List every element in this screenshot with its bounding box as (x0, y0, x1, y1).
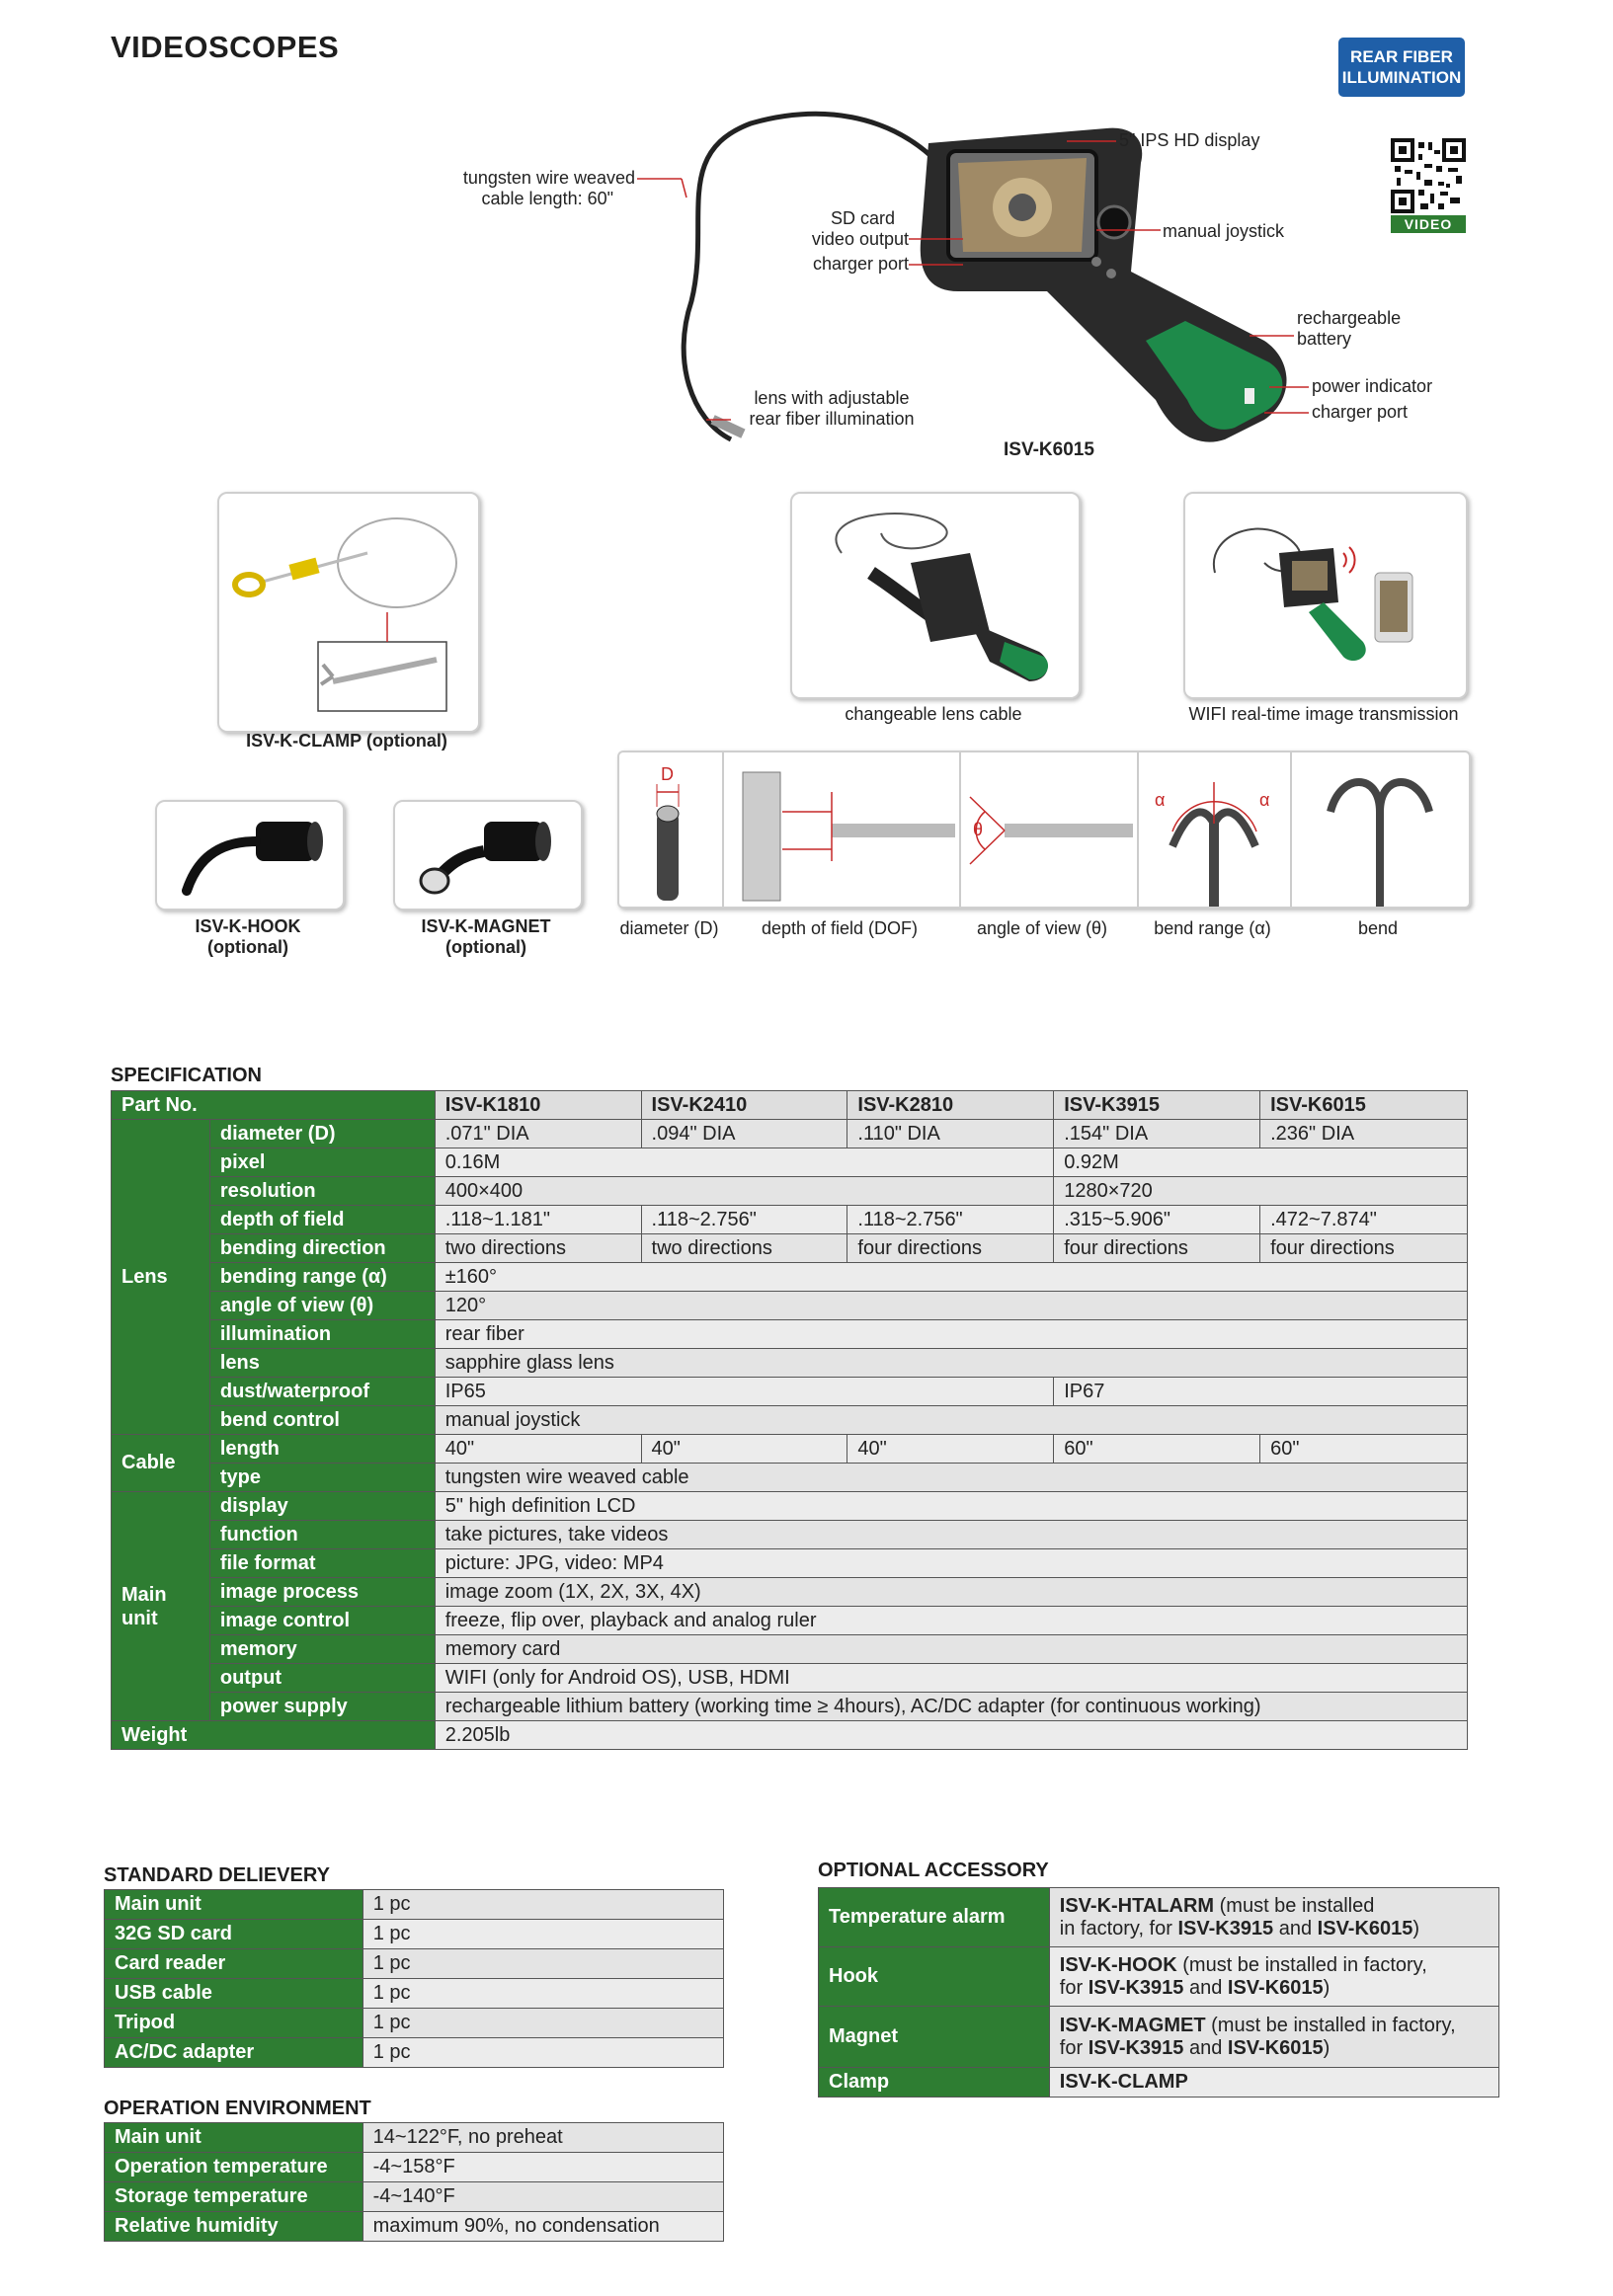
row-label: bend control (209, 1406, 435, 1435)
cell: 2.205lb (435, 1721, 1467, 1750)
delivery-qty: 1 pc (363, 2009, 723, 2038)
optional-detail (1049, 1947, 1498, 2007)
optional-note: and (1183, 1976, 1228, 1999)
group-lens: Lens (112, 1120, 210, 1435)
table-row (105, 2212, 724, 2242)
row-label: length (209, 1435, 435, 1464)
cell: .236" DIA (1260, 1120, 1468, 1148)
table-row (112, 1721, 1468, 1750)
optional-code: ISV-K-HTALARM (1059, 1894, 1215, 1917)
cell: 40" (435, 1435, 641, 1464)
row-label: image control (209, 1607, 435, 1635)
cell: two directions (641, 1234, 847, 1263)
row-label: resolution (209, 1177, 435, 1206)
optional-item: Magnet (819, 2007, 1050, 2068)
table-row (112, 1206, 1468, 1234)
table-row (112, 1378, 1468, 1406)
changeable-caption: changeable lens cable (845, 704, 1022, 724)
table-row (112, 1435, 1468, 1464)
optional-item: Hook (819, 1947, 1050, 2007)
model-header: ISV-K3915 (1054, 1091, 1260, 1120)
diagram-label-bend-range: bend range (α) (1154, 918, 1271, 938)
hook-caption-line-2: (optional) (207, 937, 288, 957)
row-label: output (209, 1664, 435, 1693)
optional-note: ) (1323, 2036, 1331, 2059)
cell: 1280×720 (1054, 1177, 1468, 1206)
cell: 60" (1054, 1435, 1260, 1464)
diagram-label-diameter: diameter (D) (619, 918, 719, 938)
optional-table (818, 1887, 1499, 2098)
ports-callout (711, 208, 909, 275)
delivery-qty: 1 pc (363, 1949, 723, 1979)
delivery-qty: 1 pc (363, 1979, 723, 2009)
hook-caption-line-1: ISV-K-HOOK (195, 916, 301, 936)
video-output-callout: video output (811, 229, 909, 249)
cable-callout-line-1: tungsten wire weaved (462, 168, 635, 188)
delivery-item: Tripod (105, 2009, 363, 2038)
cell: IP67 (1054, 1378, 1468, 1406)
row-label: bending direction (209, 1234, 435, 1263)
battery-callout-line-1: rechargeable (1297, 308, 1402, 328)
lens-callout (733, 388, 930, 430)
table-row (819, 1888, 1499, 1947)
cell: .472~7.874" (1260, 1206, 1468, 1234)
delivery-heading: STANDARD DELIEVERY (104, 1864, 330, 1886)
cell: image zoom (1X, 2X, 3X, 4X) (435, 1578, 1467, 1607)
diagram-label-angle: angle of view (θ) (976, 918, 1108, 938)
table-row (105, 2009, 724, 2038)
table-row (112, 1664, 1468, 1693)
optional-item: Clamp (819, 2068, 1050, 2098)
cell: four directions (1260, 1234, 1468, 1263)
cell: four directions (847, 1234, 1054, 1263)
cell: .118~2.756" (847, 1206, 1054, 1234)
row-label: type (209, 1464, 435, 1492)
env-item: Main unit (105, 2123, 363, 2153)
clamp-caption: ISV-K-CLAMP (optional) (246, 731, 447, 751)
row-label: power supply (209, 1693, 435, 1721)
magnet-caption (393, 916, 579, 958)
table-row (105, 2038, 724, 2068)
cell: tungsten wire weaved cable (435, 1464, 1467, 1492)
cell: 400×400 (435, 1177, 1054, 1206)
hook-caption (155, 916, 341, 958)
optional-note: and (1183, 2036, 1228, 2059)
badge-line-2: ILLUMINATION (1341, 68, 1462, 87)
joystick-callout: manual joystick (1163, 221, 1285, 241)
table-row (105, 1890, 724, 1920)
table-row (112, 1320, 1468, 1349)
cell: .118~1.181" (435, 1206, 641, 1234)
table-row (105, 2123, 724, 2153)
part-no-header: Part No. (112, 1091, 436, 1120)
group-cable: Cable (112, 1435, 210, 1492)
delivery-table (104, 1889, 724, 2068)
model-header: ISV-K2810 (847, 1091, 1054, 1120)
table-row (105, 1949, 724, 1979)
diameter-symbol: D (661, 764, 674, 784)
lens-callout-line-1: lens with adjustable (754, 388, 910, 408)
cell: 40" (641, 1435, 847, 1464)
wifi-caption: WIFI real-time image transmission (1188, 704, 1459, 724)
optional-heading: OPTIONAL ACCESSORY (818, 1860, 1049, 1881)
table-row (112, 1521, 1468, 1549)
row-label: function (209, 1521, 435, 1549)
row-label: memory (209, 1635, 435, 1664)
wifi-image (1183, 492, 1468, 699)
display-callout: 5" IPS HD display (1119, 130, 1260, 150)
cell: .118~2.756" (641, 1206, 847, 1234)
cell: 40" (847, 1435, 1054, 1464)
cell: .094" DIA (641, 1120, 847, 1148)
cell: .071" DIA (435, 1120, 641, 1148)
group-main-line-2: unit (121, 1607, 158, 1629)
table-row (819, 2007, 1499, 2068)
magnet-image (393, 800, 583, 910)
table-row (112, 1693, 1468, 1721)
env-value: -4~140°F (363, 2182, 723, 2212)
table-row (112, 1635, 1468, 1664)
table-row (112, 1091, 1468, 1120)
delivery-item: AC/DC adapter (105, 2038, 363, 2068)
env-value: 14~122°F, no preheat (363, 2123, 723, 2153)
cell: 0.16M (435, 1148, 1054, 1177)
table-row (105, 2182, 724, 2212)
environment-table (104, 2122, 724, 2242)
group-main-unit (112, 1492, 210, 1721)
table-row (819, 1947, 1499, 2007)
spec-heading: SPECIFICATION (111, 1065, 262, 1086)
table-row (112, 1549, 1468, 1578)
cell: memory card (435, 1635, 1467, 1664)
row-label: bending range (α) (209, 1263, 435, 1292)
power-indicator-callout: power indicator (1312, 376, 1433, 396)
optional-model: ISV-K6015 (1227, 1976, 1324, 1999)
cell: 5" high definition LCD (435, 1492, 1467, 1521)
optional-note: for (1059, 2036, 1089, 2059)
cell: ±160° (435, 1263, 1467, 1292)
cell: .315~5.906" (1054, 1206, 1260, 1234)
delivery-qty: 1 pc (363, 2038, 723, 2068)
cell: rear fiber (435, 1320, 1467, 1349)
sd-card-callout: SD card (830, 208, 895, 228)
delivery-item: Main unit (105, 1890, 363, 1920)
cell: 60" (1260, 1435, 1468, 1464)
row-label: angle of view (θ) (209, 1292, 435, 1320)
cell: IP65 (435, 1378, 1054, 1406)
table-row (112, 1292, 1468, 1320)
cell: 120° (435, 1292, 1467, 1320)
alpha-symbol-right: α (1259, 790, 1270, 810)
environment-heading: OPERATION ENVIRONMENT (104, 2098, 371, 2119)
table-row (112, 1120, 1468, 1148)
row-label: image process (209, 1578, 435, 1607)
optional-code: ISV-K-CLAMP (1049, 2068, 1498, 2098)
spec-table (111, 1090, 1468, 1750)
magnet-caption-line-1: ISV-K-MAGNET (421, 916, 551, 936)
cell: sapphire glass lens (435, 1349, 1467, 1378)
table-row (105, 2153, 724, 2182)
theta-symbol: θ (973, 820, 984, 839)
delivery-qty: 1 pc (363, 1920, 723, 1949)
table-row (105, 1920, 724, 1949)
table-row (112, 1177, 1468, 1206)
table-row (819, 2068, 1499, 2098)
cell: manual joystick (435, 1406, 1467, 1435)
optional-note: and (1273, 1917, 1318, 1940)
optional-model: ISV-K6015 (1227, 2036, 1324, 2059)
optional-model: ISV-K3915 (1088, 1976, 1184, 1999)
table-row (112, 1148, 1468, 1177)
diagram-label-bend: bend (1357, 918, 1399, 938)
cell: WIFI (only for Android OS), USB, HDMI (435, 1664, 1467, 1693)
env-value: -4~158°F (363, 2153, 723, 2182)
magnet-caption-line-2: (optional) (445, 937, 526, 957)
optional-note: for (1059, 1976, 1089, 1999)
cable-callout-line-2: cable length: 60" (481, 189, 613, 208)
cell: 0.92M (1054, 1148, 1468, 1177)
main-model-label: ISV-K6015 (1004, 439, 1094, 460)
model-header: ISV-K6015 (1260, 1091, 1468, 1120)
table-row (105, 1979, 724, 2009)
optional-note: (must be installed (1214, 1894, 1375, 1917)
optional-model: ISV-K3915 (1177, 1917, 1274, 1940)
table-row (112, 1607, 1468, 1635)
table-row (112, 1349, 1468, 1378)
optional-item: Temperature alarm (819, 1888, 1050, 1947)
optional-note: ) (1323, 1976, 1331, 1999)
cell: rechargeable lithium battery (working time ≥ 4hours), AC/DC adapter (for continuous working) (435, 1693, 1467, 1721)
table-row (112, 1492, 1468, 1521)
table-row (112, 1406, 1468, 1435)
group-weight: Weight (112, 1721, 436, 1750)
optional-detail (1049, 2007, 1498, 2068)
optional-detail (1049, 1888, 1498, 1947)
alpha-symbol-left: α (1155, 790, 1166, 810)
env-item: Relative humidity (105, 2212, 363, 2242)
delivery-qty: 1 pc (363, 1890, 723, 1920)
optional-note: in factory, for (1059, 1917, 1178, 1940)
qr-label: VIDEO (1404, 216, 1453, 232)
battery-callout (1297, 308, 1401, 350)
optional-note: ) (1412, 1917, 1420, 1940)
cell: .154" DIA (1054, 1120, 1260, 1148)
model-header: ISV-K2410 (641, 1091, 847, 1120)
optional-code: ISV-K-HOOK (1059, 1953, 1177, 1976)
env-item: Operation temperature (105, 2153, 363, 2182)
env-item: Storage temperature (105, 2182, 363, 2212)
cell: take pictures, take videos (435, 1521, 1467, 1549)
delivery-item: Card reader (105, 1949, 363, 1979)
hook-image (155, 800, 345, 910)
row-label: illumination (209, 1320, 435, 1349)
page-title: VIDEOSCOPES (111, 30, 340, 64)
charger-port-top-callout: charger port (812, 254, 909, 274)
table-row (112, 1464, 1468, 1492)
battery-callout-line-2: battery (1297, 329, 1352, 349)
delivery-item: USB cable (105, 1979, 363, 2009)
charger-port-callout: charger port (1312, 402, 1409, 422)
model-header: ISV-K1810 (435, 1091, 641, 1120)
cell: freeze, flip over, playback and analog ruler (435, 1607, 1467, 1635)
cell: two directions (435, 1234, 641, 1263)
optional-note: (must be installed in factory, (1205, 2014, 1456, 2036)
env-value: maximum 90%, no condensation (363, 2212, 723, 2242)
cell: picture: JPG, video: MP4 (435, 1549, 1467, 1578)
lens-callout-line-2: rear fiber illumination (749, 409, 915, 429)
badge-line-1: REAR FIBER (1350, 47, 1453, 66)
row-label: depth of field (209, 1206, 435, 1234)
optional-model: ISV-K3915 (1088, 2036, 1184, 2059)
row-label: diameter (D) (209, 1120, 435, 1148)
row-label: lens (209, 1349, 435, 1378)
cell: four directions (1054, 1234, 1260, 1263)
table-row (112, 1263, 1468, 1292)
spec-diagram (617, 751, 1471, 909)
delivery-item: 32G SD card (105, 1920, 363, 1949)
table-row (112, 1578, 1468, 1607)
row-label: pixel (209, 1148, 435, 1177)
optional-note: (must be installed in factory, (1176, 1953, 1427, 1976)
group-main-line-1: Main (121, 1583, 167, 1606)
clamp-image (217, 492, 480, 733)
cable-callout (375, 168, 635, 209)
optional-code: ISV-K-MAGMET (1059, 2014, 1206, 2036)
row-label: dust/waterproof (209, 1378, 435, 1406)
table-row (112, 1234, 1468, 1263)
diagram-label-dof: depth of field (DOF) (761, 918, 919, 938)
changeable-cable-image (790, 492, 1081, 699)
cell: .110" DIA (847, 1120, 1054, 1148)
optional-model: ISV-K6015 (1317, 1917, 1413, 1940)
row-label: display (209, 1492, 435, 1521)
row-label: file format (209, 1549, 435, 1578)
